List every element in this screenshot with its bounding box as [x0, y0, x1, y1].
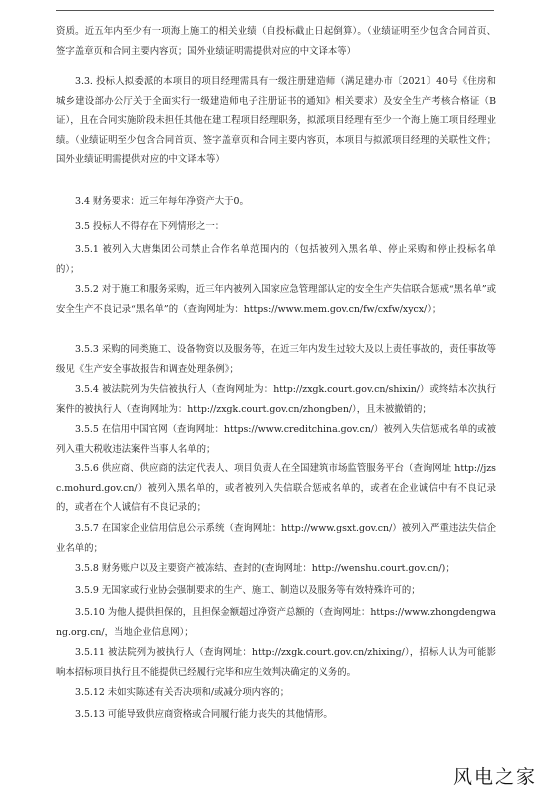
paragraph-3-5-7: 3.5.7 在国家企业信用信息公示系统（查询网址：http://www.gsxt.gov.cn/）被列入严重违法失信企业名单的；: [56, 523, 496, 554]
paragraph-3-5-5: 3.5.5 在信用中国官网（查询网址：https://www.creditchina.gov.cn/）被列入失信惩戒名单的或被列入重大税收违法案件当事人名单的；: [56, 424, 496, 455]
paragraph-3-5: 3.5 投标人不得存在下列情形之一：: [75, 221, 225, 232]
paragraph-3-5-2: 3.5.2 对于施工和服务采购，近三年内被列入国家应急管理部认定的安全生产失信联合惩戒“黑名单”或安全生产不良记录“黑名单”的（查询网址为：https://www.mem.gov.cn/fw/cxfw/xycx/）；: [56, 284, 496, 315]
paragraph-3-5-3: 3.5.3 采购的同类施工、设备物资以及服务等，在近三年内发生过较大及以上责任事故的，责任事故等级见《生产安全事故报告和调查处理条例》；: [56, 344, 496, 375]
header-rule: [56, 10, 494, 11]
paragraph-3-3: 3.3. 投标人拟委派的本项目的项目经理需具有一级注册建造师（满足建办市〔2021〕40号《住房和城乡建设部办公厅关于全面实行一级建造师电子注册证书的通知》相关要求）及安全生产考核合格证（B证），且在合同实施阶段未担任其他在建工程项目经理职务，拟派项目经理有至少一个海上施工项目经理业绩。（业绩证明至少包含合同首页、签字盖章页和合同主要内容页，本项目与拟派项目经理的关联性文件；国外业绩证明需提供对应的中文译本等）: [56, 76, 496, 165]
paragraph-3-5-12: 3.5.12 未如实陈述有关否决项和/或减分项内容的；: [75, 687, 290, 698]
paragraph-3-5-11: 3.5.11 被法院列为被执行人（查询网址：http://zxgk.court.gov.cn/zhixing/），招标人认为可能影响本招标项目执行且不能提供已经履行完毕和应生效判决确定的义务的。: [56, 647, 496, 678]
paragraph-3-5-13: 3.5.13 可能导致供应商资格或合同履行能力丧失的其他情形。: [75, 709, 333, 720]
paragraph-3-5-9: 3.5.9 无国家或行业协会强制要求的生产、施工、制造以及服务等有效特殊许可的；: [75, 585, 421, 596]
paragraph-3-5-10: 3.5.10 为他人提供担保的，且担保金额超过净资产总额的（查询网址：https://www.zhongdengwang.org.cn/，当地企业信息网）；: [56, 607, 496, 638]
paragraph-3-5-6: 3.5.6 供应商、供应商的法定代表人、项目负责人在全国建筑市场监管服务平台（查询网址 http://jzsc.mohurd.gov.cn/）被列入黑名单的，或者被列入失信联合惩戒名单的，或者在企业诚信中有不良记录的，或者在个人诚信有不良记录的；: [56, 463, 496, 513]
paragraph-3-5-8: 3.5.8 财务账户以及主要资产被冻结、查封的(查询网址：http://wenshu.court.gov.cn/)；: [75, 563, 455, 574]
watermark-logo: 风电之家: [452, 766, 537, 788]
paragraph-qualification-tail: 资质。近五年内至少有一项海上施工的相关业绩（自投标截止日起倒算）。（业绩证明至少包含合同首页、签字盖章页和合同主要内容页；国外业绩证明需提供对应的中文译本等）: [56, 26, 496, 57]
paragraph-3-5-1: 3.5.1 被列入大唐集团公司禁止合作名单范围内的（包括被列入黑名单、停止采购和停止投标名单的）；: [56, 244, 496, 275]
paragraph-3-5-4: 3.5.4 被法院列为失信被执行人（查询网址为：http://zxgk.court.gov.cn/shixin/）或终结本次执行案件的被执行人（查询网址为：http://zxgk.court.gov.cn/zhongben/），且未被撤销的；: [56, 384, 496, 415]
paragraph-3-4: 3.4 财务要求：近三年每年净资产大于0。: [75, 196, 249, 207]
